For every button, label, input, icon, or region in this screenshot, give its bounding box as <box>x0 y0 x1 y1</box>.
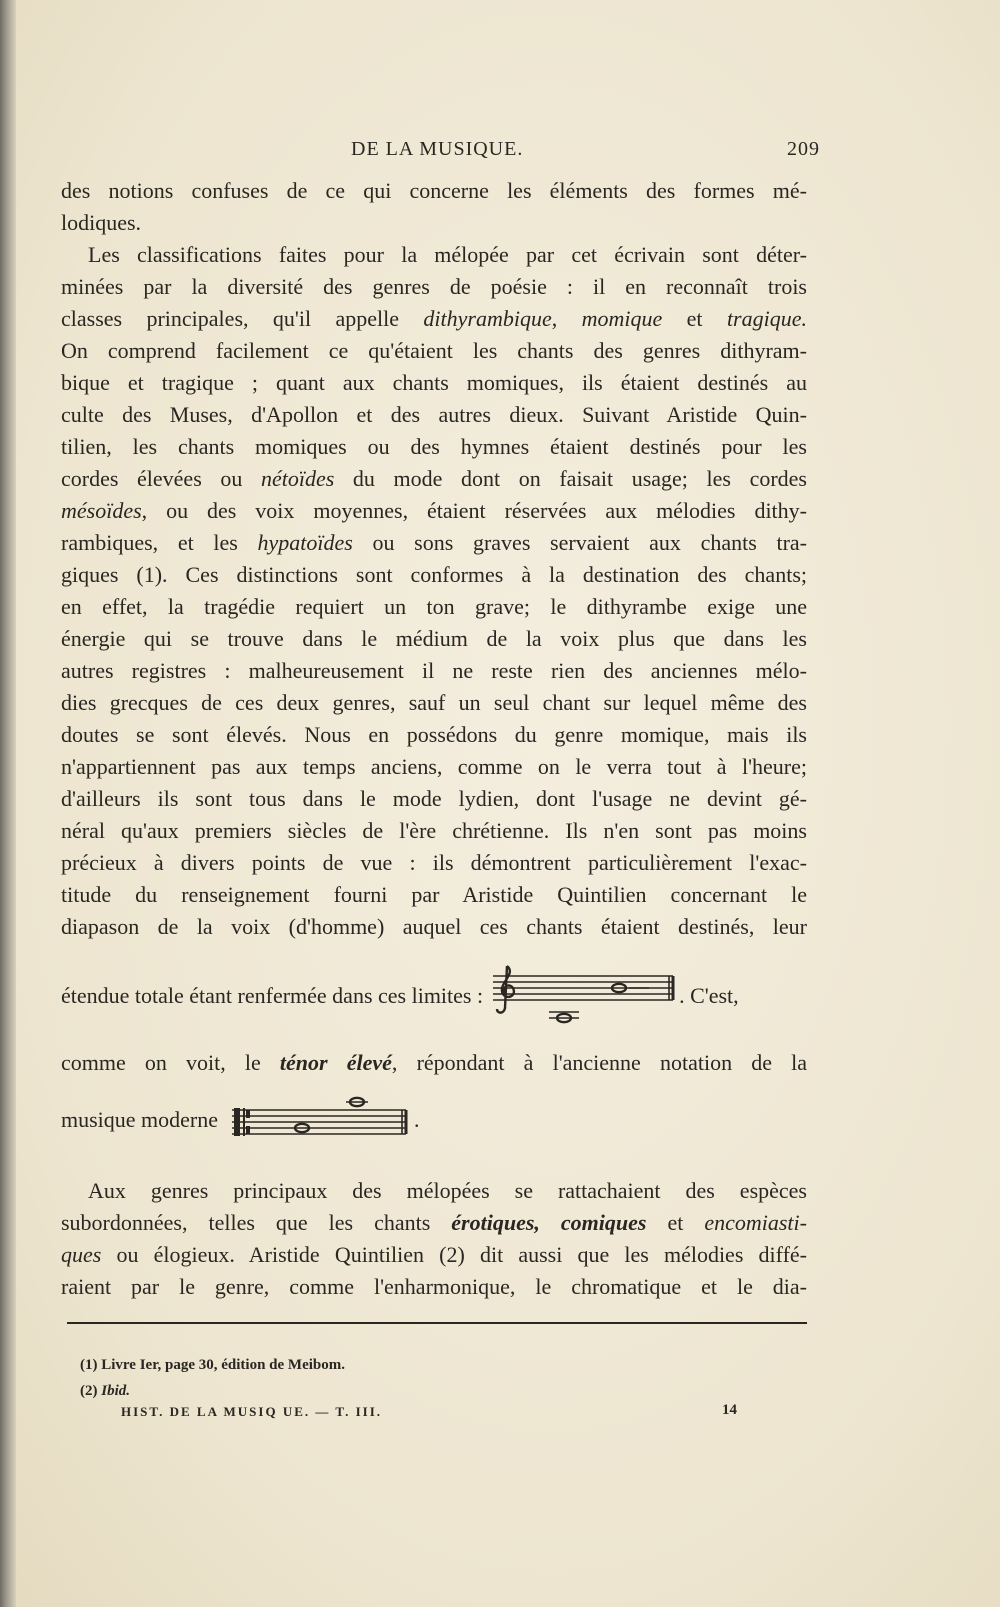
text-line <box>61 1239 807 1271</box>
text-run: , répondant à l'ancienne notation de la <box>391 1050 807 1075</box>
text-run: . C'est, <box>679 983 739 1008</box>
text-line: giques (1). Ces distinctions sont conformes à la destination des chants; <box>61 562 807 587</box>
text-run: . <box>414 1107 420 1132</box>
italic-term: momique <box>581 306 663 331</box>
footnote-2 <box>80 1378 800 1404</box>
footnote-text: Ibid. <box>101 1383 131 1399</box>
italic-term: tragique. <box>726 306 807 331</box>
italic-term: ténor élevé <box>279 1050 392 1075</box>
italic-term: encomiasti- <box>704 1210 807 1235</box>
text-line <box>61 1207 807 1239</box>
footnote-rule <box>67 1322 807 1324</box>
text-line: tilien, les chants momiques ou des hymnes étaient destinés pour les <box>61 434 807 459</box>
treble-staff-notation <box>489 960 679 1032</box>
text-line <box>61 1047 807 1079</box>
text-run: et <box>662 306 727 331</box>
text-line <box>61 303 807 335</box>
italic-term: hypatoïdes <box>257 530 353 555</box>
text-line: diapason de la voix (d'homme) auquel ces chants étaient destinés, leur <box>61 914 807 939</box>
text-run: cordes élevées ou <box>61 466 261 491</box>
main-text <box>61 175 807 943</box>
italic-term: dithyrambique <box>423 306 552 331</box>
text-line: doutes se sont élevés. Nous en possédons du genre momique, mais ils <box>61 722 807 747</box>
footnote-1: (1) Livre Ier, page 30, édition de Meibom. <box>80 1357 345 1373</box>
text-line <box>61 495 807 527</box>
text-line: précieux à divers points de vue : ils démontrent particulièrement l'exac- <box>61 850 807 875</box>
text-run: et <box>646 1210 705 1235</box>
text-run: , ou des voix moyennes, étaient réservées aux mélodies dithy- <box>141 498 807 523</box>
text-line <box>61 527 807 559</box>
text-run: classes principales, qu'il appelle <box>61 306 424 331</box>
text-run: subordonnées, telles que les chants <box>61 1210 452 1235</box>
text-run: ou élogieux. Aristide Quintilien (2) dit aussi que les mélodies diffé- <box>101 1242 807 1267</box>
text-line: bique et tragique ; quant aux chants momiques, ils étaient destinés au <box>61 370 807 395</box>
book-binding-edge <box>0 0 16 1607</box>
text-run: ou sons graves servaient aux chants tra- <box>352 530 807 555</box>
page-number: 209 <box>787 138 820 160</box>
music-example-treble <box>61 960 807 1032</box>
text-run: musique moderne <box>61 1107 219 1132</box>
text-line: lodiques. <box>61 210 142 235</box>
text-line: des notions confuses de ce qui concerne les éléments des formes mé- <box>61 178 807 203</box>
text-run: étendue totale étant renfermée dans ces limites : <box>61 983 484 1008</box>
text-line: Aux genres principaux des mélopées se rattachaient des espèces <box>88 1178 807 1203</box>
footnote-marker: (2) <box>80 1383 102 1399</box>
staff-notation <box>228 1088 414 1152</box>
running-title: DE LA MUSIQUE. <box>351 138 524 160</box>
text-line: Les classifications faites pour la mélopée par cet écrivain sont déter- <box>88 242 807 267</box>
signature-mark: 14 <box>722 1402 737 1418</box>
main-text-cont <box>61 1047 807 1079</box>
text-line: en effet, la tragédie requiert un ton grave; le dithyrambe exige une <box>61 594 807 619</box>
music-example-bass <box>61 1088 807 1152</box>
text-run: , <box>551 306 582 331</box>
italic-term: érotiques, comiques <box>451 1210 647 1235</box>
text-run: comme on voit, le <box>61 1050 280 1075</box>
footnotes <box>80 1352 800 1404</box>
text-line: On comprend facilement ce qu'étaient les chants des genres dithyram- <box>61 338 807 363</box>
text-line: néral qu'aux premiers siècles de l'ère chrétienne. Ils n'en sont pas moins <box>61 818 807 843</box>
main-text-final <box>61 1175 807 1303</box>
text-line: énergie qui se trouve dans le médium de la voix plus que dans les <box>61 626 807 651</box>
signature-line <box>121 1404 737 1428</box>
italic-term: nétoïdes <box>260 466 335 491</box>
italic-term: ques <box>61 1242 102 1267</box>
text-line: titude du renseignement fourni par Aristide Quintilien concernant le <box>61 882 807 907</box>
text-line: d'ailleurs ils sont tous dans le mode lydien, dont l'usage ne devint gé- <box>61 786 807 811</box>
text-line: raient par le genre, comme l'enharmonique, le chromatique et le dia- <box>61 1274 807 1299</box>
text-line: autres registres : malheureusement il ne reste rien des anciennes mélo- <box>61 658 807 683</box>
text-line: minées par la diversité des genres de poésie : il en reconnaît trois <box>61 274 807 299</box>
text-line: culte des Muses, d'Apollon et des autres dieux. Suivant Aristide Quin- <box>61 402 807 427</box>
text-run: rambiques, et les <box>61 530 258 555</box>
running-header <box>60 138 820 168</box>
text-line: dies grecques de ces deux genres, sauf un seul chant sur lequel même des <box>61 690 807 715</box>
printer-signature: HIST. DE LA MUSIQ UE. — T. III. <box>121 1404 383 1419</box>
text-line: n'appartiennent pas aux temps anciens, comme on le verra tout à l'heure; <box>61 754 807 779</box>
text-line <box>61 463 807 495</box>
text-run: du mode dont on faisait usage; les cordes <box>334 466 807 491</box>
italic-term: mésoïdes <box>61 498 142 523</box>
